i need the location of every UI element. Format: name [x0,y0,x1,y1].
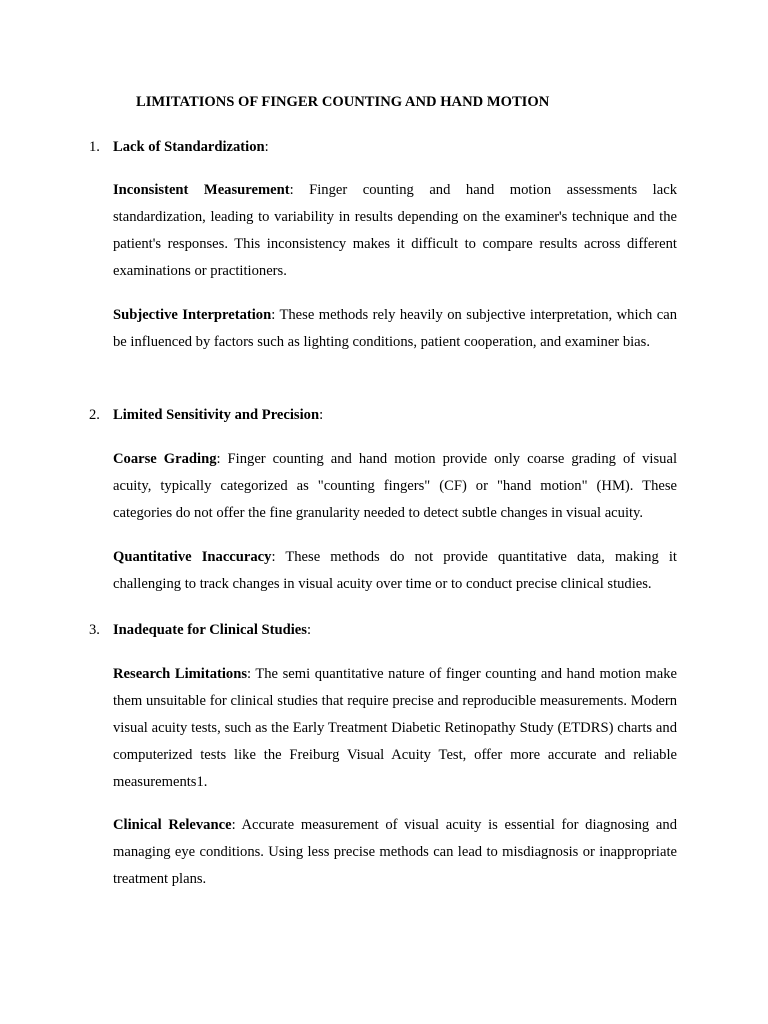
paragraph-clinical-relevance [113,812,677,893]
section-heading-suffix: : [319,407,324,423]
document-title: LIMITATIONS OF FINGER COUNTING AND HAND MOTION [136,94,550,110]
section-heading-1 [89,138,689,156]
section-heading-suffix: : [306,622,311,638]
section-number: 3. [89,622,100,638]
section-number: 2. [89,407,100,423]
section-heading-text: Lack of Standardization [113,139,265,155]
paragraph-text: : The semi quantitative nature of finger counting and hand motion make them unsuitable for clinical studies that require precise and reproducible measurements. Modern visual acuity tests, such as the Early Treatment Diabetic Retinopathy Study (ETDRS) charts and computerized tests like the Freiburg Visual Acuity Test, offer more accurate and reliable measurements1. [113,666,677,790]
paragraph-coarse-grading [113,446,677,527]
section-heading-3 [89,621,689,639]
paragraph-lead: Inconsistent Measurement [113,182,290,198]
paragraph-research-limitations [113,661,677,796]
paragraph-lead: Coarse Grading [113,451,217,467]
paragraph-text: : These methods rely heavily on subjective interpretation, which can be influenced by factors such as lighting conditions, patient cooperation, and examiner bias. [113,307,677,350]
section-heading-2 [89,406,689,424]
paragraph-lead: Quantitative Inaccuracy [113,549,272,565]
section-heading-suffix: : [264,139,269,155]
paragraph-subjective-interpretation [113,302,677,356]
paragraph-text: : Accurate measurement of visual acuity is essential for diagnosing and managing eye conditions. Using less precise methods can lead to misdiagnosis or inappropriate treatment plans. [113,817,677,887]
paragraph-quantitative-inaccuracy [113,544,677,598]
paragraph-lead: Clinical Relevance [113,817,232,833]
paragraph-text: : Finger counting and hand motion provide only coarse grading of visual acuity, typically categorized as "counting fingers" (CF) or "hand motion" (HM). These categories do not offer the fine granularity needed to detect subtle changes in visual acuity. [113,451,677,521]
paragraph-lead: Research Limitations [113,666,247,682]
section-heading-text: Limited Sensitivity and Precision [113,407,320,423]
paragraph-text: : These methods do not provide quantitative data, making it challenging to track changes in visual acuity over time or to conduct precise clinical studies. [113,549,677,592]
paragraph-inconsistent-measurement [113,177,677,285]
paragraph-lead: Subjective Interpretation [113,307,272,323]
paragraph-text: : Finger counting and hand motion assessments lack standardization, leading to variability in results depending on the examiner's technique and the patient's responses. This inconsistency makes it difficult to compare results across different examinations or practitioners. [113,182,677,279]
section-heading-text: Inadequate for Clinical Studies [113,622,307,638]
section-number: 1. [89,139,100,155]
